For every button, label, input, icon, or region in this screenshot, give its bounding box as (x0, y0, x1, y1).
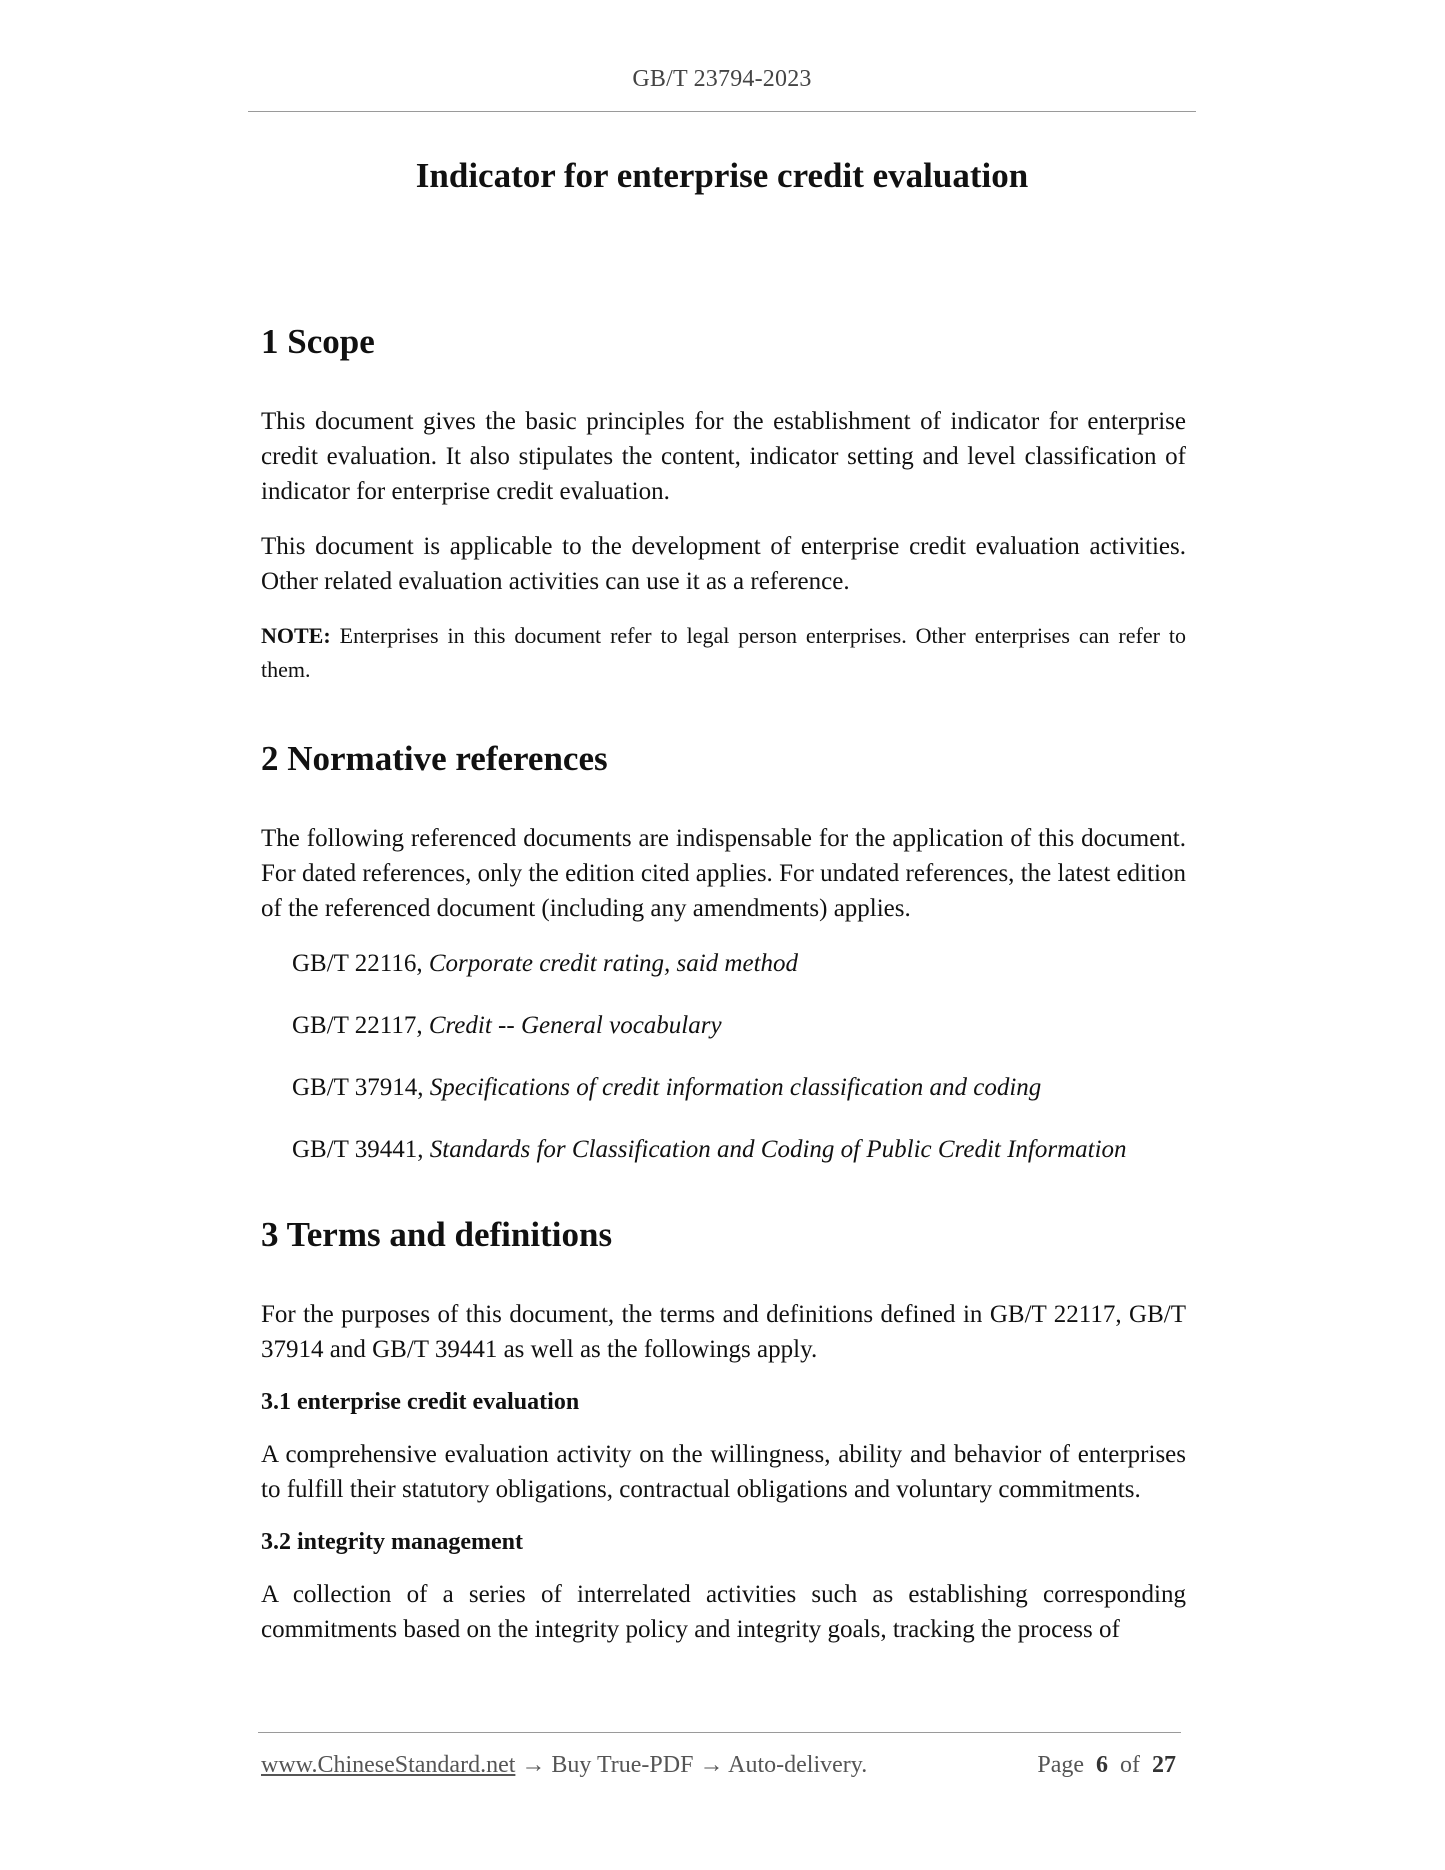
term-definition-enterprise-credit-evaluation: A comprehensive evaluation activity on the willingness, ability and behavior of enterprises to fulfill their statutory obligations, contractual obligations and voluntary commitments. (261, 1441, 1186, 1503)
document-title: Indicator for enterprise credit evaluation (415, 156, 1029, 195)
of-label: of (1120, 1752, 1140, 1778)
section-heading-normative-references: 2 Normative references (261, 739, 608, 778)
page-number (1037, 1752, 1176, 1779)
note-label: NOTE: (261, 623, 331, 648)
section-terms-and-definitions (261, 1211, 1186, 1647)
chinesestandard-link[interactable]: www.ChineseStandard.net (261, 1752, 516, 1778)
term-heading-enterprise-credit-evaluation: 3.1 enterprise credit evaluation (261, 1389, 580, 1415)
normative-references-paragraph: The following referenced documents are indispensable for the application of this document. For dated references, only the edition cited applies. For undated references, the latest edition of the referenced document (including any amendments) applies. (261, 825, 1186, 922)
reference-title: Corporate credit rating, said method (428, 950, 799, 977)
reference-code: GB/T 37914, (292, 1074, 430, 1101)
reference-item (292, 1132, 1186, 1167)
page-total: 27 (1152, 1752, 1176, 1778)
term-definition-integrity-management: A collection of a series of interrelated activities such as establishing corresponding commitments based on the integrity policy and integrity goals, tracking the process of (261, 1581, 1186, 1643)
reference-title: Credit -- General vocabulary (428, 1012, 722, 1039)
terms-intro-paragraph: For the purposes of this document, the terms and definitions defined in GB/T 22117, GB/T 37914 and GB/T 39441 as well as the followings apply. (261, 1301, 1186, 1363)
footer-delivery-text: Auto-delivery. (728, 1752, 868, 1778)
footer-buy-text: Buy True-PDF (551, 1752, 694, 1778)
reference-item (292, 1008, 1186, 1043)
term-heading-integrity-management: 3.2 integrity management (261, 1529, 523, 1555)
arrow-icon: → (515, 1752, 552, 1778)
section-scope (261, 318, 1186, 687)
page-label: Page (1037, 1752, 1084, 1778)
reference-code: GB/T 39441, (292, 1136, 430, 1163)
reference-title: Standards for Classification and Coding of Public Credit Information (429, 1136, 1127, 1163)
scope-note (261, 619, 1186, 687)
scope-paragraph-1: This document gives the basic principles for the establishment of indicator for enterprise credit evaluation. It also stipulates the content, indicator setting and level classification of indicator for enterprise credit evaluation. (261, 408, 1186, 505)
section-heading-terms-and-definitions: 3 Terms and definitions (261, 1215, 613, 1254)
footer-divider (258, 1732, 1181, 1733)
scope-paragraph-2: This document is applicable to the development of enterprise credit evaluation activities. Other related evaluation activities can use it as a reference. (261, 533, 1186, 595)
document-body (261, 318, 1186, 1667)
reference-list (292, 946, 1186, 1167)
page-header-standard-code: GB/T 23794-2023 (632, 66, 812, 92)
footer-promo (261, 1752, 867, 1779)
reference-code: GB/T 22116, (292, 950, 429, 977)
note-text: Enterprises in this document refer to legal person enterprises. Other enterprises can refer to them. (261, 623, 1186, 682)
arrow-icon: → (693, 1752, 729, 1778)
section-normative-references (261, 735, 1186, 1167)
reference-title: Specifications of credit information classification and coding (429, 1074, 1042, 1101)
header-divider (248, 111, 1196, 112)
reference-item (292, 1070, 1186, 1105)
reference-code: GB/T 22117, (292, 1012, 429, 1039)
section-heading-scope: 1 Scope (261, 322, 375, 361)
page-current: 6 (1096, 1752, 1108, 1778)
reference-item (292, 946, 1186, 981)
